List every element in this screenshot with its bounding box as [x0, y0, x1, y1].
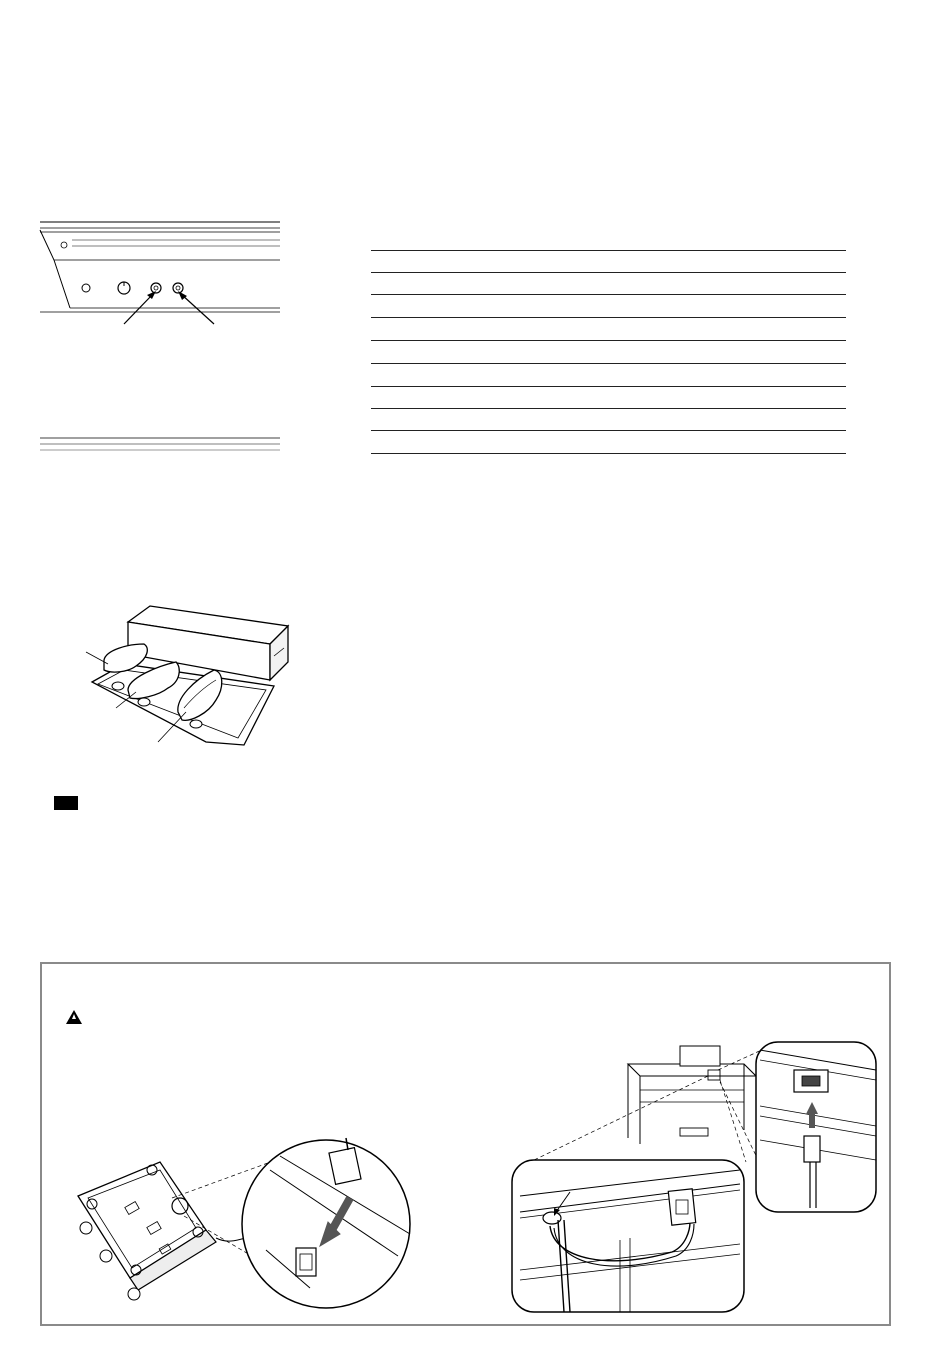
table-rule	[371, 317, 846, 318]
table-rule	[371, 294, 846, 295]
table-rule	[371, 408, 846, 409]
pedal-connector-illustration	[66, 1138, 416, 1318]
power-button[interactable]	[82, 284, 90, 292]
pedal-unit-illustration	[84, 600, 299, 755]
table-rule	[371, 272, 846, 273]
table-rule	[371, 363, 846, 364]
arrow-to-phones-2	[181, 294, 214, 324]
table-rule	[371, 250, 846, 251]
caution-icon	[64, 1008, 84, 1026]
note-icon	[54, 796, 78, 810]
arrow-to-phones-1	[124, 294, 153, 324]
stand-connector-illustration	[510, 1040, 880, 1315]
top-dotted-divider	[0, 22, 950, 38]
connector-zoom-circle	[242, 1140, 410, 1308]
table-rule	[371, 386, 846, 387]
phones-jack-1[interactable]	[151, 283, 161, 293]
table-rule	[371, 430, 846, 431]
table-rule	[371, 340, 846, 341]
middle-dotted-divider	[0, 538, 950, 554]
phones-jack-2[interactable]	[173, 283, 183, 293]
table-rule	[371, 453, 846, 454]
keyboard-illustration	[40, 220, 285, 455]
